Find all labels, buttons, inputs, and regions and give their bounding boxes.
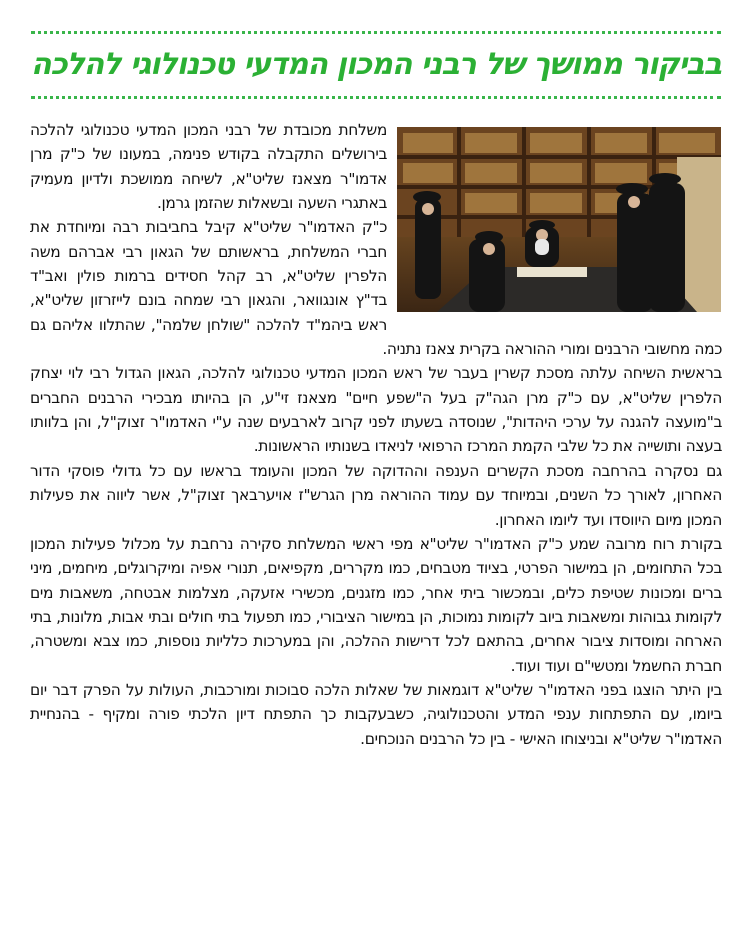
photo-float-spacer: [387, 118, 722, 314]
paragraph-5: בקורת רוח מרובה שמע כ"ק האדמו"ר שליט"א מפי ראשי המשלחת סקירה נרחבת על מכלול פעילות המכון בכל התחומים, הן במישור הפרטי, בציוד מטבחים, כמו מקררים, מקפיאים, תנורי אפיה ומיקרוגלים, מיחמים, מיני ברים ומכונות שטיפת כלים, ובמכשור ביתי אחר, כמו מזגנים, מכשירי אזעקה, מצלמות אבטחה, משאבות מים לקומות גבוהות ומשאבות ביוב לקומות נמוכות, הן במישור הציבורי, כמו תפעול בתי חולים ובתי אבות, מלונות, בתי הארחה ומוסדות ציבור אחרים, בהתאם לכל דרישות ההלכה, והן במערכות כלליות נוספות, כמו צבא ומשטרה, חברת החשמל ומטשי"ם ועוד ועוד.: [30, 534, 722, 675]
paragraph-3: בראשית השיחה עלתה מסכת קשרין בעבר של ראש המכון המדעי טכנולוגי להלכה, הגאון הגדול רבי לוי יצחק הלפרין שליט"א, עם כ"ק מרן הגה"ק בעל ה"שפע חיים" מצאנז זי"ע, הן בהיותו מבכירי הרבנים החברים ב"מועצה להגנה על ערכי היהדות", שנוסדה בשעתו לפני קרוב לארבעים שנה ע"י האדמו"ר זצוק"ל, והן בלוותו בעצה ותושייה את כל שלבי הקמת המרכז הרפואי לניאדו בשנותיו הראשונות.: [30, 364, 722, 456]
paragraph-1: משלחת מכובדת של רבני המכון המדעי טכנולוגי להלכה בירושלים התקבלה בקודש פנימה, במעונו של כ"ק מרן אדמו"ר מצאנז שליט"א, לשיחה ממושכת ולדיון מעמיק באתגרי השעה ובשאלות שהזמן גרמן.: [30, 121, 387, 213]
paragraph-6: בין היתר הוצגו בפני האדמו"ר שליט"א דוגמאות של שאלות הלכה סבוכות ומורכבות, העולות על הפרק דבר יום ביומו, עם התפתחות ענפי המדע והטכנולוגיה, כשבעקבות כך התפתח דיון הלכתי פורה ומקיף - בהנחיית האדמו"ר שליט"א ובניצוחו האישי - בין כל הרבנים הנוכחים.: [30, 680, 722, 748]
top-dotted-rule: [31, 31, 721, 34]
paragraph-2: כ"ק האדמו"ר שליט"א קיבל בחביבות רבה ומיוחדת את חברי המשלחת, בראשותם של הגאון רבי אברהם משה הלפרין שליט"א, רב קהל חסידים ברמות פולין ואב"ד בד"ץ אונגוואר, והגאון רבי שמחה בונם לייזרזון שליט"א, ראש ביהמ"ד להלכה "שולחן שלמה", שהתלוו אליהם גם כמה מחשובי הרבנים ומורי ההוראה בקרית צאנז נתניה.: [30, 218, 722, 359]
headline: בביקור ממושך של רבני המכון המדעי טכנולוגי להלכה: [30, 47, 721, 82]
bottom-dotted-rule: [31, 96, 721, 99]
article-body: [30, 118, 722, 751]
paragraph-4: גם נסקרה בהרחבה מסכת הקשרים הענפה וההדוקה של המכון והעומד בראשו עם כל גדולי פוסקי הדור האחרון, לאורך כל השנים, ובמיוחד עם עמוד ההוראה מרן הגרש"ז אויערבאך זצוק"ל, אשר ליווה את פעילות המכון מיום היווסדו ועד ליומו האחרון.: [30, 461, 722, 529]
